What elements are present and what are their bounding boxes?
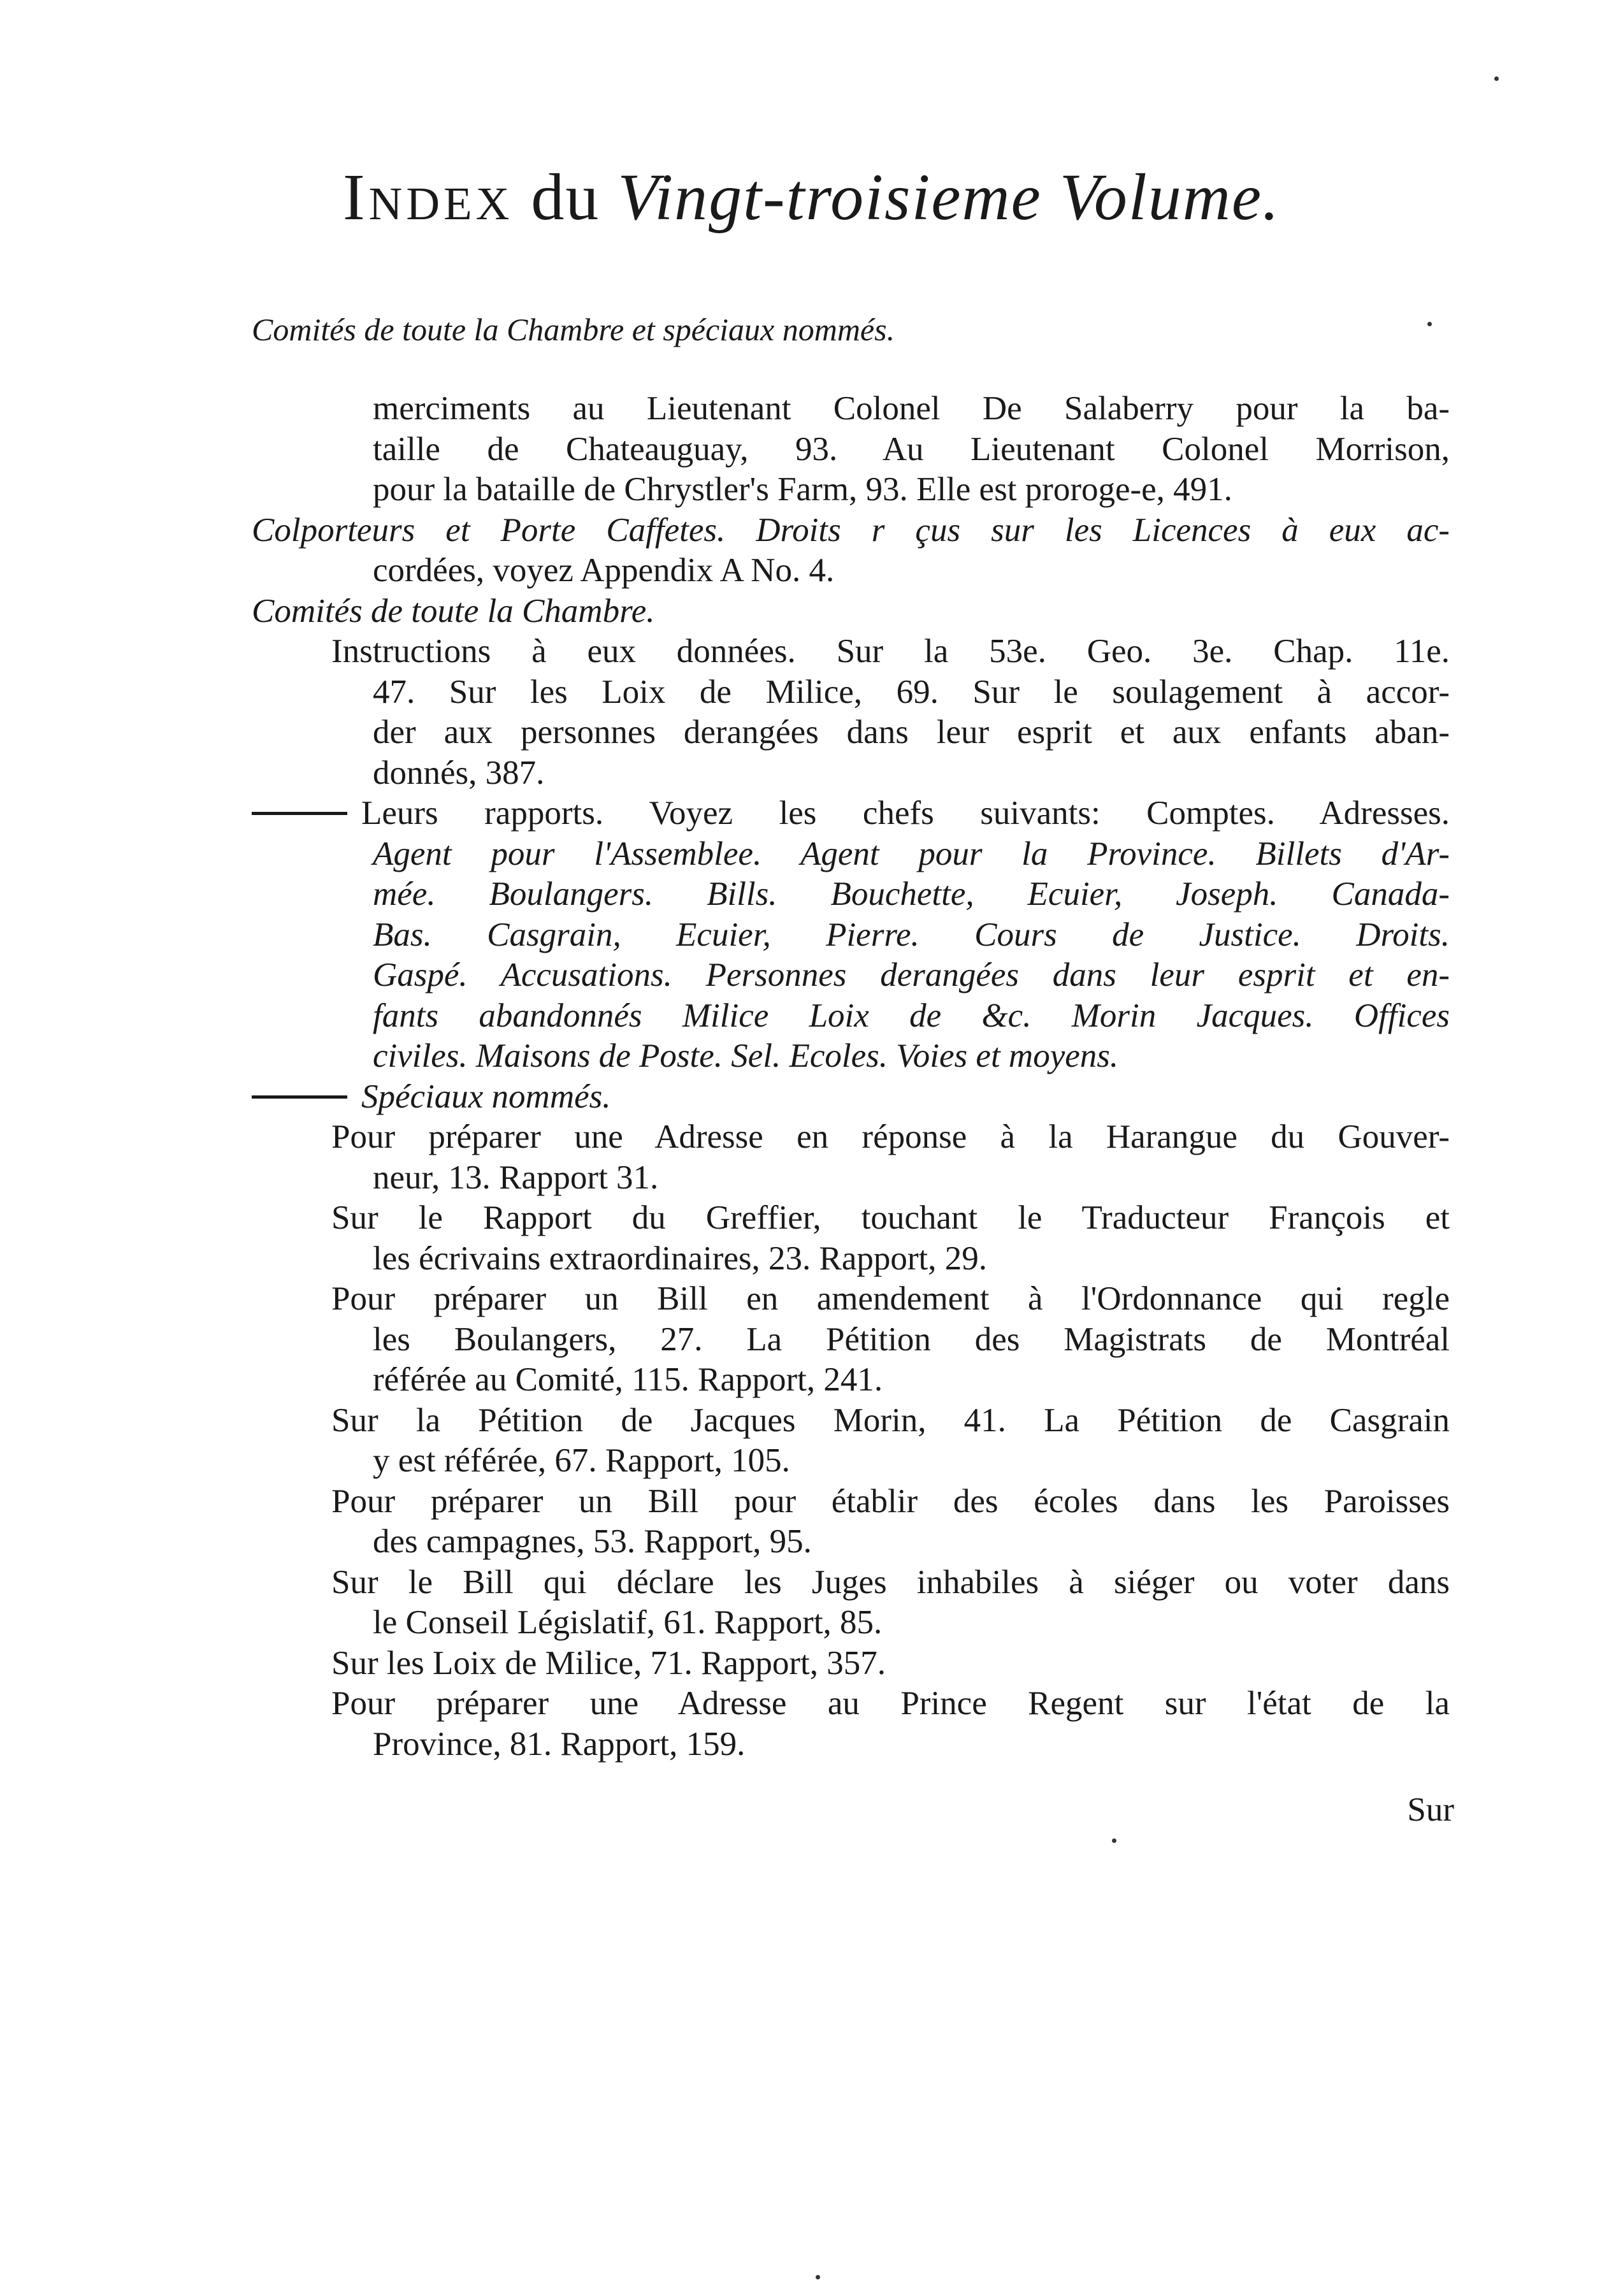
index-entry (252, 1198, 1450, 1279)
entry-line: Pour préparer une Adresse au Prince Regent sur l'état de la (331, 1685, 1450, 1722)
index-entry (252, 510, 1450, 591)
index-entry (252, 1279, 1450, 1401)
entry-line: des campagnes, 53. Rapport, 95. (373, 1523, 812, 1560)
entry-line: cordées, voyez Appendix A No. 4. (373, 552, 835, 589)
entry-line: Sur le Bill qui déclare les Juges inhabiles à siéger ou voter dans (331, 1563, 1450, 1601)
index-entry (252, 1643, 1450, 1684)
print-speck (816, 2275, 820, 2279)
entry-line: y est référée, 67. Rapport, 105. (373, 1442, 790, 1479)
entry-line: le Conseil Législatif, 61. Rapport, 85. (373, 1604, 883, 1641)
subheading-text: Spéciaux nommés. (361, 1078, 611, 1115)
title-index: Index (343, 161, 514, 234)
entry-line: Sur la Pétition de Jacques Morin, 41. La Pétition de Casgrain (331, 1401, 1450, 1439)
index-entry (252, 1563, 1450, 1643)
print-speck (1494, 76, 1499, 81)
catchword: Sur (1407, 1791, 1454, 1828)
subheading (252, 1077, 1450, 1118)
entry-line: Pour préparer une Adresse en réponse à la Harangue du Gouver- (331, 1118, 1450, 1155)
entry-line: Province, 81. Rapport, 159. (373, 1725, 746, 1763)
entry-line: Sur les Loix de Milice, 71. Rapport, 357. (331, 1644, 886, 1682)
entry-line: les écrivains extraordinaires, 23. Rapport, 29. (373, 1239, 988, 1277)
entry-line: neur, 13. Rapport 31. (373, 1159, 659, 1196)
index-entry (252, 1482, 1450, 1563)
entry-line: Colporteurs et Porte Caffetes. Droits r çus sur les Licences à eux ac- (252, 511, 1450, 549)
entry-line: der aux personnes derangées dans leur esprit et aux enfants aban- (373, 714, 1450, 751)
entry-line: mée. Boulangers. Bills. Bouchette, Ecuier, Joseph. Canada- (373, 876, 1450, 913)
entry-line-text: Leurs rapports. Voyez les chefs suivants: Comptes. Adresses. (361, 795, 1450, 832)
page-title (0, 159, 1623, 235)
index-entry (252, 793, 1450, 1077)
entry-line: les Boulangers, 27. La Pétition des Magistrats de Montréal (373, 1320, 1450, 1358)
entry-line: merciments au Lieutenant Colonel De Salaberry pour la ba- (373, 390, 1450, 427)
em-dash-rule (252, 812, 347, 815)
entry-line: Sur le Rapport du Greffier, touchant le Traducteur François et (331, 1199, 1450, 1236)
index-entry (252, 632, 1450, 793)
entry-line: pour la bataille de Chrystler's Farm, 93. Elle est proroge-e, 491. (373, 471, 1232, 508)
entry-line: 47. Sur les Loix de Milice, 69. Sur le soulagement à accor- (373, 673, 1450, 711)
print-speck (1112, 1838, 1116, 1843)
entry-line: Bas. Casgrain, Ecuier, Pierre. Cours de Justice. Droits. (373, 916, 1450, 953)
entry-line: donnés, 387. (373, 754, 545, 791)
entry-line: Agent pour l'Assemblee. Agent pour la Province. Billets d'Ar- (373, 835, 1450, 872)
section-heading: Comités de toute la Chambre et spéciaux nommés. (252, 312, 895, 347)
index-entry (252, 1117, 1450, 1198)
index-entry (252, 389, 1450, 510)
entry-line: Gaspé. Accusations. Personnes derangées dans leur esprit et en- (373, 957, 1450, 993)
print-speck (1427, 322, 1432, 326)
entry-line: taille de Chateauguay, 93. Au Lieutenant Colonel Morrison, (373, 430, 1450, 468)
title-volume: Vingt-troisieme Volume. (617, 161, 1280, 234)
entry-line (252, 793, 1450, 834)
entry-line: Instructions à eux données. Sur la 53e. Geo. 3e. Chap. 11e. (331, 633, 1450, 670)
subheading: Comités de toute la Chambre. (252, 592, 655, 630)
entry-line: Pour préparer un Bill pour établir des écoles dans les Paroisses (331, 1482, 1450, 1520)
title-du: du (531, 161, 600, 234)
index-entry (252, 1684, 1450, 1765)
entry-line: fants abandonnés Milice Loix de &c. Morin Jacques. Offices (373, 997, 1450, 1034)
entry-line: Pour préparer un Bill en amendement à l'Ordonnance qui regle (331, 1280, 1450, 1317)
entry-line: civiles. Maisons de Poste. Sel. Ecoles. Voies et moyens. (373, 1037, 1119, 1074)
index-body (252, 389, 1450, 1765)
index-entry (252, 1401, 1450, 1482)
em-dash-rule (252, 1095, 347, 1099)
entry-line: référée au Comité, 115. Rapport, 241. (373, 1361, 883, 1398)
